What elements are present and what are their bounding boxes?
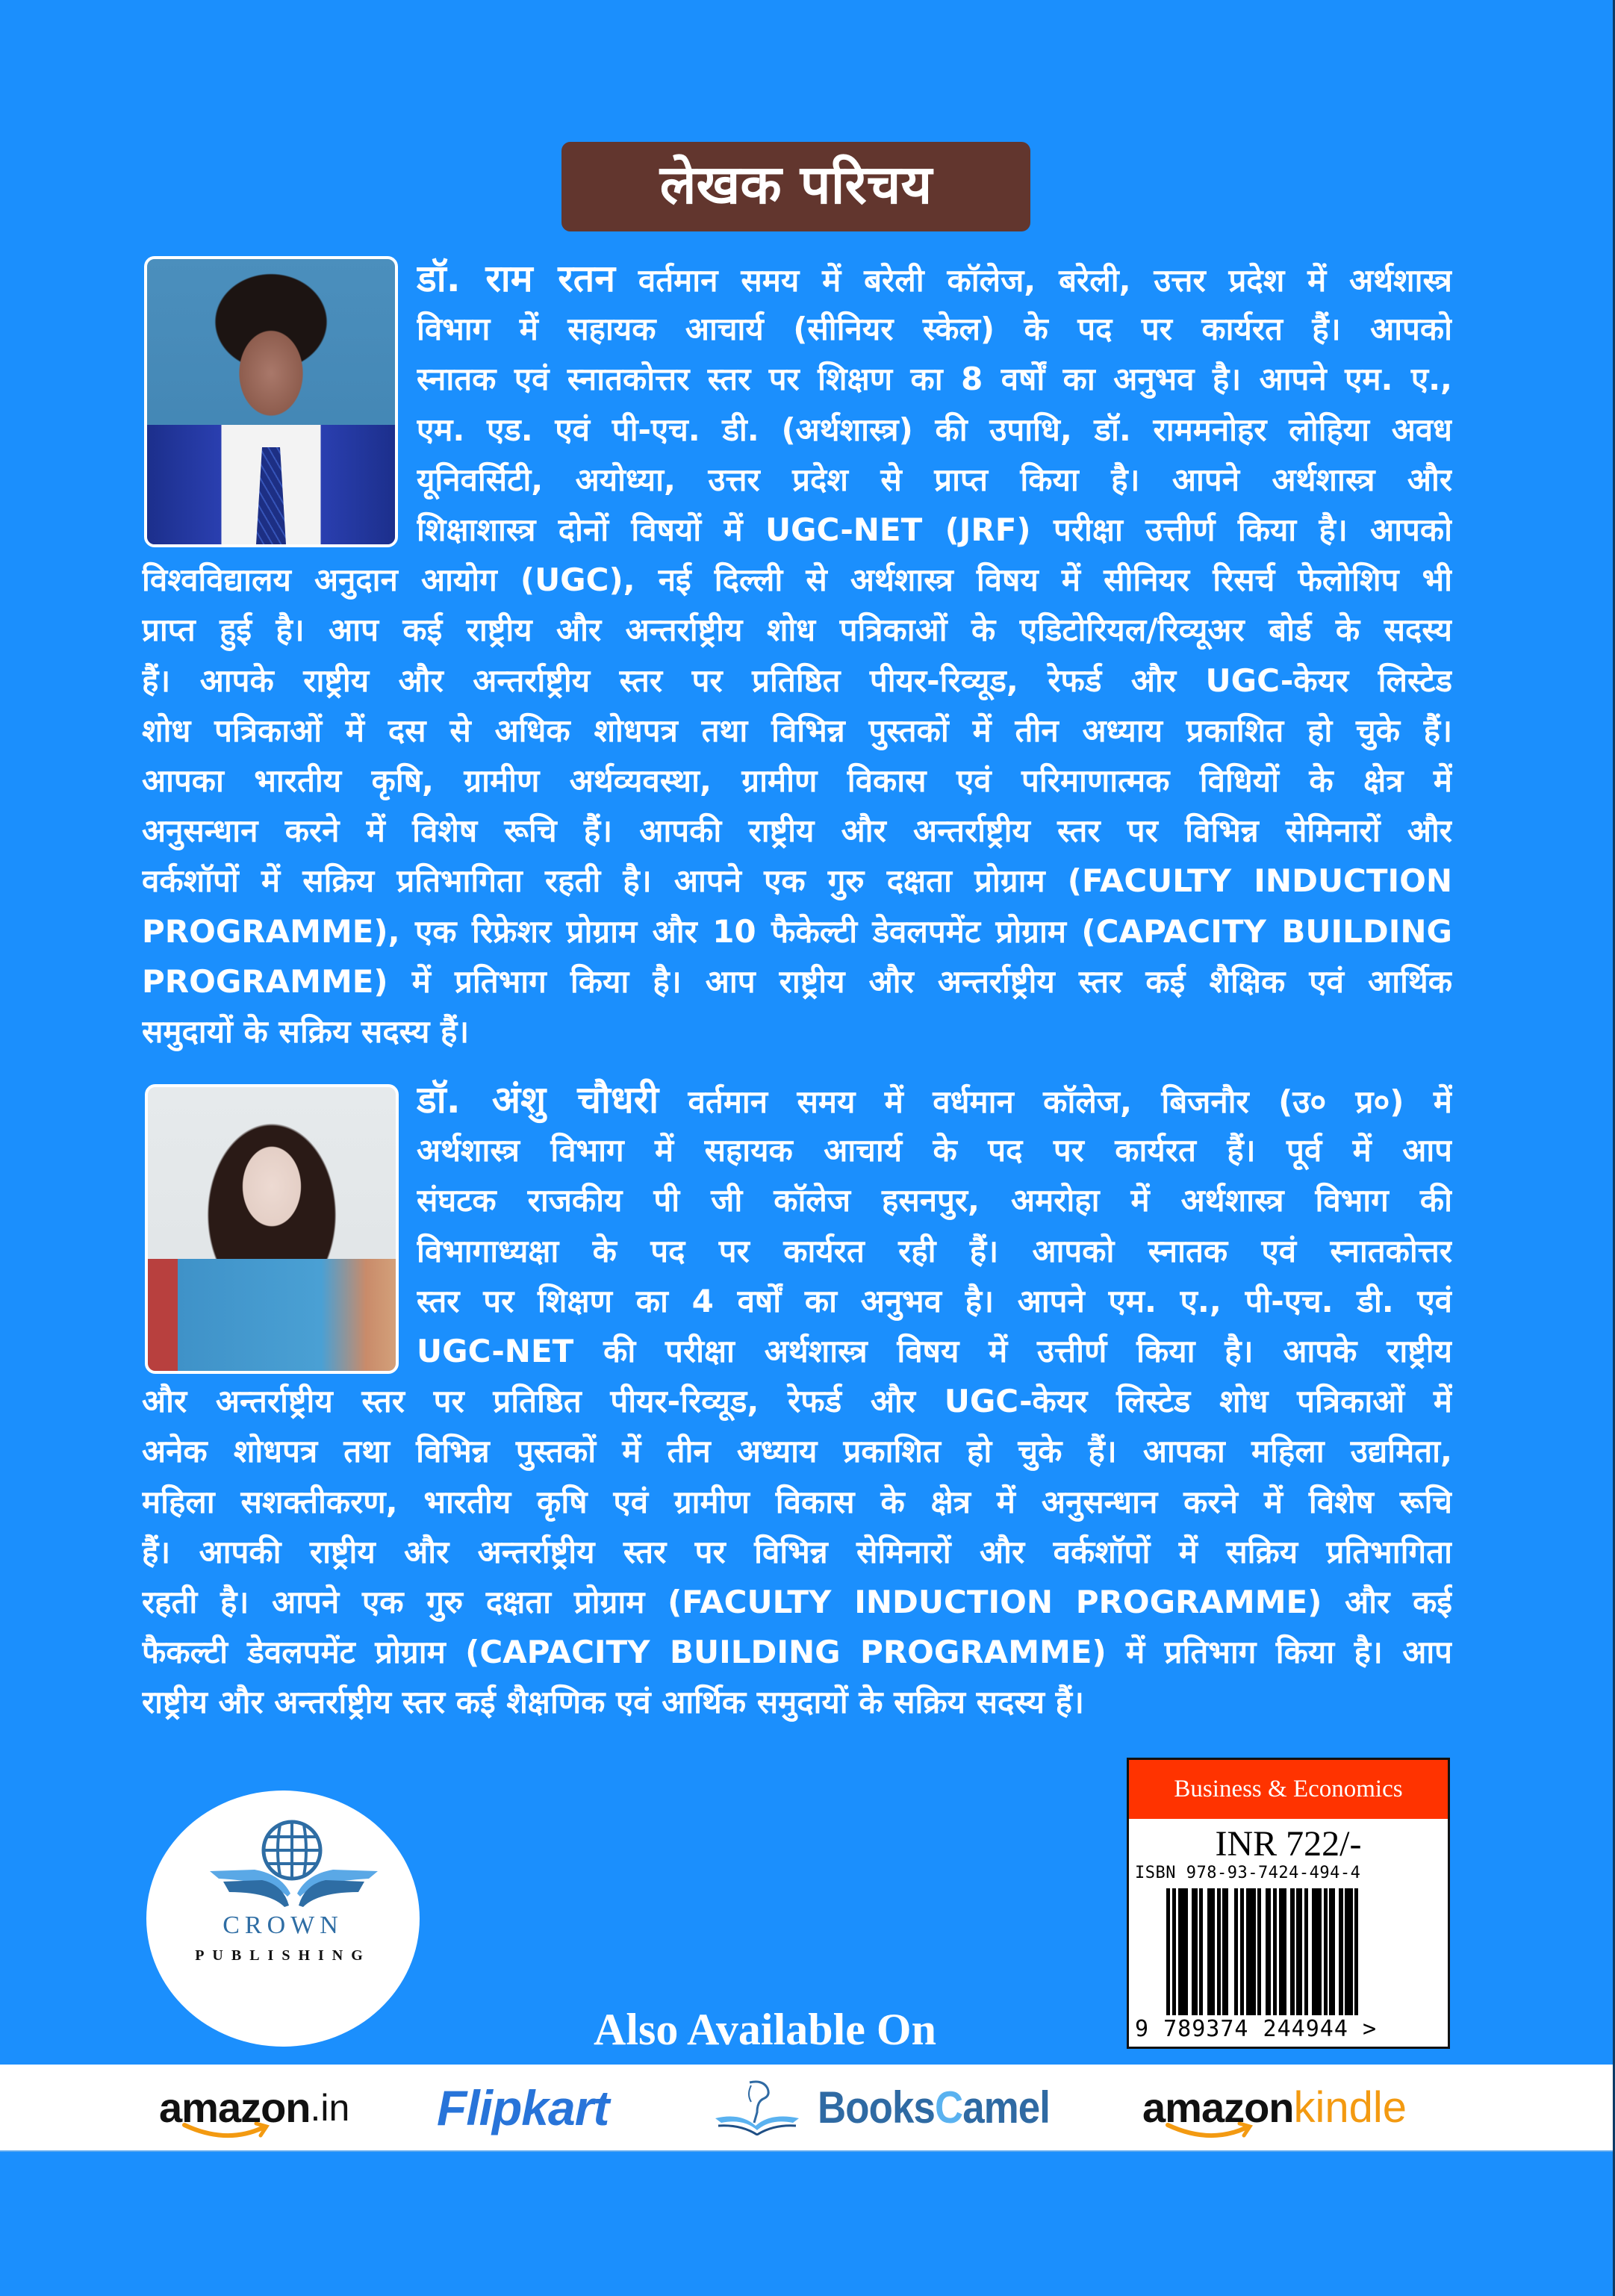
barcode-bar	[1217, 1888, 1221, 2015]
price-label: INR 722/-	[1215, 1824, 1362, 1864]
barcode-bar	[1329, 1888, 1335, 2015]
publisher-subname: PUBLISHING	[195, 1947, 371, 1964]
bio-line: PROGRAMME) में प्रतिभाग किया है। आप राष्ट्रीय और अन्तर्राष्ट्रीय स्तर कई शैक्षिक एवं आर्थिक	[142, 962, 1452, 1000]
author-1-photo	[144, 256, 398, 547]
publisher-logo	[146, 1791, 420, 2047]
barcode-bar	[1246, 1888, 1256, 2015]
heading-text: लेखक परिचय	[659, 153, 933, 216]
barcode-bar	[1166, 1888, 1170, 2015]
bio-line: डॉ. अंशु चौधरी वर्तमान समय में वर्धमान कॉलेज, बिजनौर (उ० प्र०) में	[417, 1078, 1452, 1121]
amazon-smile-icon	[181, 2122, 271, 2141]
barcode-bar	[1207, 1888, 1215, 2015]
camel-book-icon	[711, 2079, 804, 2135]
barcode-bar	[1266, 1888, 1272, 2015]
amazon-smile-icon	[1165, 2122, 1254, 2141]
bio-line: प्राप्त हुई है। आप कई राष्ट्रीय और अन्तर्राष्ट्रीय शोध पत्रिकाओं के एडिटोरियल/रिव्यूअर बोर्ड के सदस्य	[142, 612, 1452, 649]
bio-line: अनुसन्धान करने में विशेष रूचि हैं। आपकी राष्ट्रीय और अन्तर्राष्ट्रीय स्तर पर विभिन्न सेमिनारों और	[142, 812, 1452, 850]
barcode-bar	[1257, 1888, 1261, 2015]
bio-line: डॉ. राम रतन वर्तमान समय में बरेली कॉलेज, बरेली, उत्तर प्रदेश में अर्थशास्त्र	[417, 257, 1452, 300]
barcode-digits: 9 789374 244944 >	[1135, 2016, 1378, 2042]
publisher-name: CROWN	[223, 1911, 343, 1939]
author-name: डॉ. राम रतन	[417, 257, 616, 300]
barcode-bar	[1192, 1888, 1198, 2015]
barcode-bar	[1339, 1888, 1342, 2015]
barcode-bars	[1166, 1888, 1372, 2015]
amazon-wordmark: amazon	[1142, 2083, 1294, 2132]
bio-line: शोध पत्रिकाओं में दस से अधिक शोधपत्र तथा विभिन्न पुस्तकों में तीन अध्याय प्रकाशित हो चुके हैं।	[142, 712, 1452, 749]
bio-line: संघटक राजकीय पी जी कॉलेज हसनपुर, अमरोहा में अर्थशास्त्र विभाग की	[417, 1182, 1452, 1219]
bio-line: राष्ट्रीय और अन्तर्राष्ट्रीय स्तर कई शैक्षणिक एवं आर्थिक समुदायों के सक्रिय सदस्य हैं।	[142, 1684, 1084, 1721]
bio-line: विभाग में सहायक आचार्य (सीनियर स्केल) के पद पर कार्यरत हैं। आपको	[417, 311, 1452, 348]
bio-line: हैं। आपकी राष्ट्रीय और अन्तर्राष्ट्रीय स्तर पर विभिन्न सेमिनारों और वर्कशॉपों में सक्रिय प्रतिभागिता	[142, 1533, 1452, 1570]
bio-line: महिला सशक्तीकरण, भारतीय कृषि एवं ग्रामीण विकास के क्षेत्र में अनुसन्धान करने में विशेष रूचि	[142, 1483, 1452, 1520]
category-label: Business & Economics	[1174, 1776, 1403, 1802]
bio-line: अर्थशास्त्र विभाग में सहायक आचार्य के पद पर कार्यरत हैं। पूर्व में आप	[417, 1132, 1452, 1169]
bookscamel-wordmark: BooksCamel	[818, 2082, 1051, 2132]
bio-line: आपका भारतीय कृषि, ग्रामीण अर्थव्यवस्था, ग्रामीण विकास एवं परिमाणात्मक विधियों के क्षेत्र में	[142, 762, 1452, 799]
bio-line: समुदायों के सक्रिय सदस्य हैं।	[142, 1013, 470, 1050]
bio-line: शिक्षाशास्त्र दोनों विषयों में UGC-NET (JRF) परीक्षा उत्तीर्ण किया है। आपको	[417, 511, 1452, 548]
store-bookscamel[interactable]	[711, 2065, 1081, 2150]
barcode-bar	[1290, 1888, 1294, 2015]
barcode-bar	[1354, 1888, 1358, 2015]
amazon-in-suffix: .in	[310, 2086, 350, 2129]
author-2-photo	[145, 1084, 399, 1374]
barcode-bar	[1273, 1888, 1277, 2015]
barcode-bar	[1234, 1888, 1238, 2015]
store-strip	[0, 2065, 1613, 2152]
amazon-wordmark: amazon	[159, 2083, 311, 2132]
bio-line: रहती है। आपने एक गुरु दक्षता प्रोग्राम (FACULTY INDUCTION PROGRAMME) और कई	[142, 1584, 1452, 1620]
barcode-bar	[1199, 1888, 1203, 2015]
barcode-bar	[1279, 1888, 1286, 2015]
barcode-bar	[1172, 1888, 1176, 2015]
barcode-bar	[1178, 1888, 1188, 2015]
bio-line: और अन्तर्राष्ट्रीय स्तर पर प्रतिष्ठित पीयर-रिव्यूड, रेफर्ड और UGC-केयर लिस्टेड शोध पत्रिकाओं में	[142, 1383, 1452, 1420]
author-name: डॉ. अंशु चौधरी	[417, 1078, 659, 1121]
open-book-icon	[210, 1868, 378, 1910]
bio-line: फैकल्टी डेवलपमेंट प्रोग्राम (CAPACITY BUILDING PROGRAMME) में प्रतिभाग किया है। आप	[142, 1634, 1452, 1671]
barcode-bar	[1240, 1888, 1244, 2015]
flipkart-wordmark: Flipkart	[437, 2079, 609, 2135]
barcode-bar	[1296, 1888, 1302, 2015]
store-amazon-kindle[interactable]	[1142, 2065, 1407, 2150]
bio-line: PROGRAMME), एक रिफ्रेशर प्रोग्राम और 10 फैकेल्टी डेवलपमेंट प्रोग्राम (CAPACITY BUILDING	[142, 912, 1452, 950]
isbn-label: ISBN 978-93-7424-494-4	[1135, 1864, 1361, 1882]
bio-line: एम. एड. एवं पी-एच. डी. (अर्थशास्त्र) की उपाधि, डॉ. राममनोहर लोहिया अवध	[417, 411, 1452, 448]
bio-line: स्तर पर शिक्षण का 4 वर्षों का अनुभव है। आपने एम. ए., पी-एच. डी. एवं	[417, 1282, 1452, 1319]
saree-shape	[148, 1259, 396, 1371]
barcode-bar	[1345, 1888, 1352, 2015]
section-heading	[561, 142, 1030, 231]
barcode-bar	[1324, 1888, 1328, 2015]
bio-line: विभागाध्यक्षा के पद पर कार्यरत रही हैं। आपको स्नातक एवं स्नातकोत्तर	[417, 1232, 1452, 1269]
barcode-bar	[1222, 1888, 1228, 2015]
barcode-bar	[1304, 1888, 1308, 2015]
kindle-suffix: kindle	[1293, 2083, 1407, 2132]
also-available-label: Also Available On	[594, 2005, 936, 2054]
store-flipkart[interactable]	[437, 2065, 609, 2150]
barcode-bar	[1312, 1888, 1322, 2015]
bio-line: UGC-NET की परीक्षा अर्थशास्त्र विषय में उत्तीर्ण किया है। आपके राष्ट्रीय	[417, 1333, 1452, 1369]
barcode-box	[1127, 1758, 1450, 2049]
bio-line: यूनिवर्सिटी, अयोध्या, उत्तर प्रदेश से प्राप्त किया है। आपने अर्थशास्त्र और	[417, 461, 1452, 498]
bio-line: विश्वविद्यालय अनुदान आयोग (UGC), नई दिल्ली से अर्थशास्त्र विषय में सीनियर रिसर्च फेलोशिप भी	[142, 561, 1452, 599]
bio-line: अनेक शोधपत्र तथा विभिन्न पुस्तकों में तीन अध्याय प्रकाशित हो चुके हैं। आपका महिला उद्यमिता,	[142, 1433, 1452, 1470]
category-band	[1129, 1760, 1448, 1819]
bio-line: हैं। आपके राष्ट्रीय और अन्तर्राष्ट्रीय स्तर पर प्रतिष्ठित पीयर-रिव्यूड, रेफर्ड और UGC-केयर लिस्टेड	[142, 662, 1452, 699]
bio-line: स्नातक एवं स्नातकोत्तर स्तर पर शिक्षण का 8 वर्षों का अनुभव है। आपने एम. ए.,	[417, 361, 1452, 398]
bio-line: वर्कशॉपों में सक्रिय प्रतिभागिता रहती है। आपने एक गुरु दक्षता प्रोग्राम (FACULTY INDUCTION	[142, 862, 1452, 900]
store-amazon-in[interactable]	[159, 2065, 349, 2150]
